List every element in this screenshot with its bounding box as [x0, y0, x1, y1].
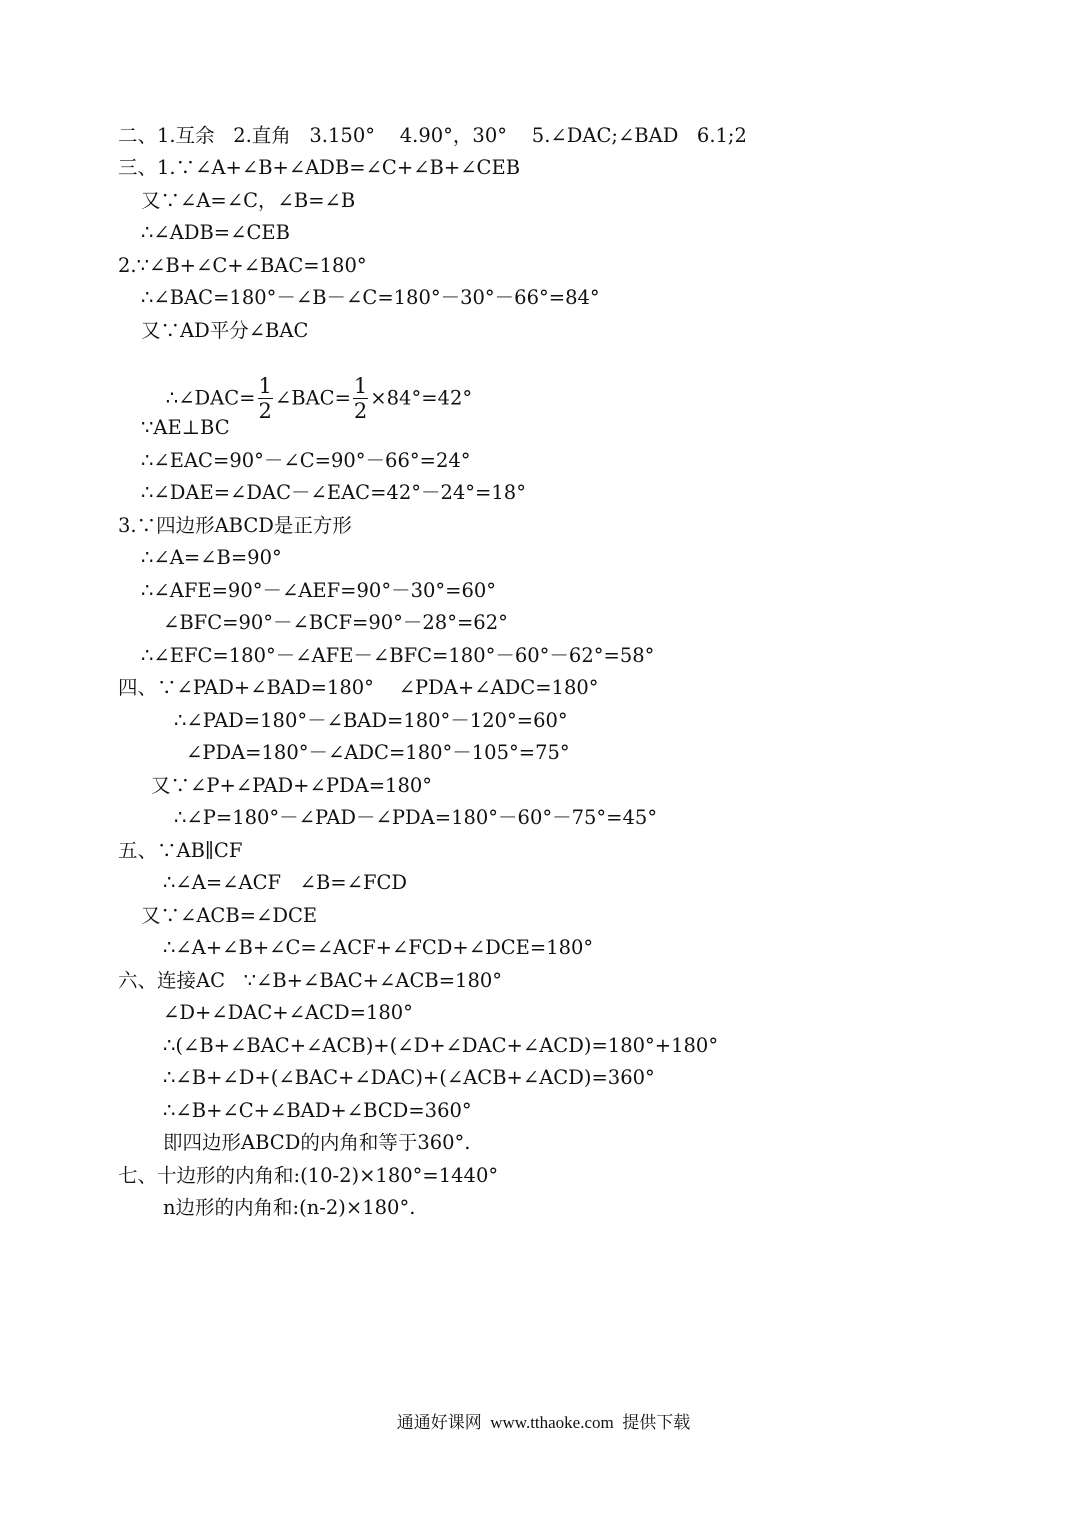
answer-line: 2.∵∠B+∠C+∠BAC=180°	[118, 254, 367, 277]
answer-line: ∴∠PAD=180°－∠BAD=180°－120°=60°	[174, 709, 568, 732]
fraction-half	[353, 374, 368, 423]
fraction-numerator: 1	[258, 374, 272, 398]
answer-line: ∴∠A=∠B=90°	[141, 546, 282, 569]
fraction-line-part: ×84°=42°	[370, 386, 473, 410]
fraction-denominator: 2	[258, 399, 272, 423]
answer-line: 六、连接AC ∵∠B+∠BAC+∠ACB=180°	[118, 969, 503, 992]
fraction-line-part: ∴∠DAC=	[165, 386, 256, 410]
answer-line: ∴∠A=∠ACF ∠B=∠FCD	[163, 871, 408, 894]
answer-line: ∠PDA=180°－∠ADC=180°－105°=75°	[186, 741, 570, 764]
answer-line: n边形的内角和:(n-2)×180°.	[163, 1196, 416, 1219]
answer-line: ∠D+∠DAC+∠ACD=180°	[163, 1001, 413, 1024]
answer-line: ∠BFC=90°－∠BCF=90°－28°=62°	[163, 611, 508, 634]
answer-line: ∴∠P=180°－∠PAD－∠PDA=180°－60°－75°=45°	[174, 806, 658, 829]
answer-line: 三、1.∵∠A+∠B+∠ADB=∠C+∠B+∠CEB	[118, 156, 521, 179]
answer-line: ∴∠EFC=180°－∠AFE－∠BFC=180°－60°－62°=58°	[141, 644, 655, 667]
answer-line: 即四边形ABCD的内角和等于360°.	[163, 1131, 471, 1154]
answer-line: 3.∵四边形ABCD是正方形	[118, 514, 352, 537]
answer-line: ∴∠B+∠D+(∠BAC+∠DAC)+(∠ACB+∠ACD)=360°	[163, 1066, 655, 1089]
fraction-line	[141, 350, 473, 423]
answer-line: ∴∠AFE=90°－∠AEF=90°－30°=60°	[141, 579, 497, 602]
answer-line: ∴∠DAE=∠DAC－∠EAC=42°－24°=18°	[141, 481, 526, 504]
answer-line: 五、∵AB∥CF	[118, 839, 243, 862]
answer-line: 又∵∠P+∠PAD+∠PDA=180°	[151, 774, 433, 797]
answer-line: ∴∠B+∠C+∠BAD+∠BCD=360°	[163, 1099, 472, 1122]
answer-line: ∵AE⊥BC	[141, 416, 230, 439]
answer-line: ∴∠EAC=90°－∠C=90°－66°=24°	[141, 449, 471, 472]
fraction-half	[258, 374, 273, 423]
answer-line: ∴(∠B+∠BAC+∠ACB)+(∠D+∠DAC+∠ACD)=180°+180°	[163, 1034, 719, 1057]
answer-line: 四、∵∠PAD+∠BAD=180° ∠PDA+∠ADC=180°	[118, 676, 599, 699]
answer-line: 又∵∠ACB=∠DCE	[141, 904, 318, 927]
fraction-denominator: 2	[353, 399, 368, 423]
answer-line: 二、1.互余 2.直角 3.150° 4.90°，30° 5.∠DAC;∠BAD 6.1;2	[118, 124, 747, 147]
answer-line: ∴∠ADB=∠CEB	[141, 221, 290, 244]
answer-line: 七、十边形的内角和:(10-2)×180°=1440°	[118, 1164, 499, 1187]
fraction-line-part: ∠BAC=	[274, 386, 351, 410]
footer-credit: 通通好课网 www.tthaoke.com 提供下载	[396, 1413, 691, 1432]
answer-line: 又∵∠A=∠C，∠B=∠B	[141, 189, 356, 212]
answer-line: 又∵AD平分∠BAC	[141, 319, 309, 342]
answer-line: ∴∠BAC=180°－∠B－∠C=180°－30°－66°=84°	[141, 286, 600, 309]
fraction-numerator: 1	[353, 374, 368, 398]
answer-line: ∴∠A+∠B+∠C=∠ACF+∠FCD+∠DCE=180°	[163, 936, 594, 959]
